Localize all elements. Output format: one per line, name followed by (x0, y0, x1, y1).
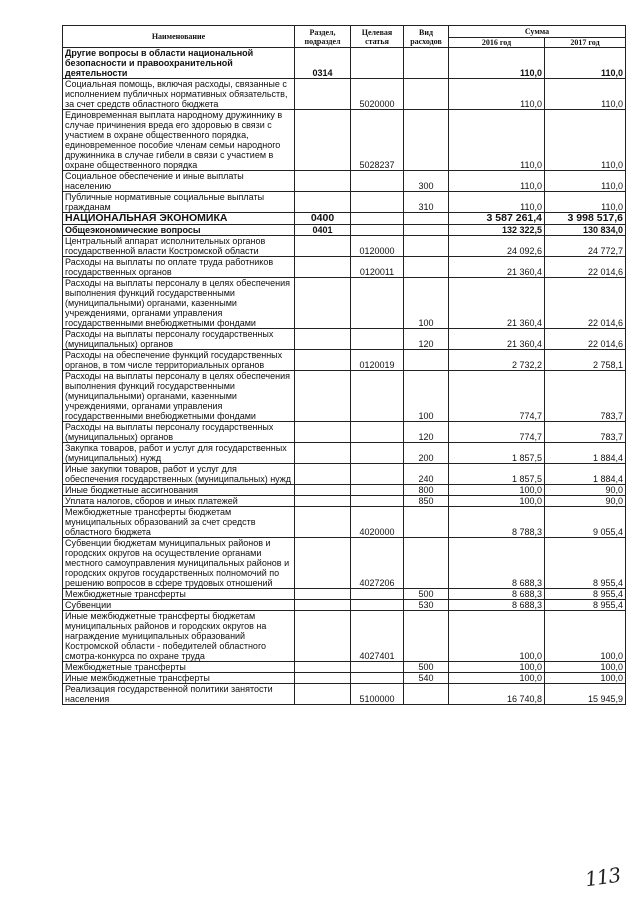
row-2017: 8 955,4 (545, 589, 626, 600)
page-number: 113 (583, 862, 622, 892)
row-section: 0401 (295, 225, 351, 236)
header-type: Вид расходов (404, 26, 449, 48)
table-row (63, 485, 626, 496)
row-2017: 783,7 (545, 422, 626, 443)
table-row (63, 662, 626, 673)
row-section: 0314 (295, 48, 351, 79)
row-2017: 110,0 (545, 192, 626, 213)
row-2016: 24 092,6 (449, 236, 545, 257)
table-row (63, 257, 626, 278)
row-section (295, 236, 351, 257)
row-type (404, 611, 449, 662)
row-name: Публичные нормативные социальные выплаты гражданам (63, 192, 295, 213)
row-2016: 100,0 (449, 485, 545, 496)
row-type: 800 (404, 485, 449, 496)
row-2017: 110,0 (545, 48, 626, 79)
row-name: Межбюджетные трансферты (63, 589, 295, 600)
row-target (351, 225, 404, 236)
row-target (351, 589, 404, 600)
row-2016: 21 360,4 (449, 329, 545, 350)
row-2017: 90,0 (545, 485, 626, 496)
row-type: 100 (404, 278, 449, 329)
row-2017: 22 014,6 (545, 329, 626, 350)
row-section (295, 684, 351, 705)
row-type (404, 257, 449, 278)
row-type: 540 (404, 673, 449, 684)
row-2016: 16 740,8 (449, 684, 545, 705)
row-2016: 100,0 (449, 496, 545, 507)
row-section (295, 79, 351, 110)
row-target: 0120011 (351, 257, 404, 278)
row-type (404, 538, 449, 589)
row-name: Иные межбюджетные трансферты бюджетам муниципальных районов и городских округов на награждение муниципальных образований Костромской области - победителей областного смотра-конкурса по охране труда (63, 611, 295, 662)
row-2017: 22 014,6 (545, 278, 626, 329)
row-section (295, 485, 351, 496)
row-2016: 100,0 (449, 673, 545, 684)
row-2017: 8 955,4 (545, 538, 626, 589)
table-row (63, 422, 626, 443)
row-2017: 3 998 517,6 (545, 213, 626, 225)
row-type: 240 (404, 464, 449, 485)
row-section: 0400 (295, 213, 351, 225)
table-row (63, 213, 626, 225)
row-name: Субвенции бюджетам муниципальных районов и городских округов на осуществление органами местного самоуправления муниципальных районов и городских округов государственных полномочий по решению вопросов в сфере трудовых отношений (63, 538, 295, 589)
row-name: Социальное обеспечение и иные выплаты населению (63, 171, 295, 192)
row-target (351, 329, 404, 350)
table-row (63, 329, 626, 350)
row-2017: 783,7 (545, 371, 626, 422)
row-type (404, 110, 449, 171)
row-target: 0120019 (351, 350, 404, 371)
row-target: 4027401 (351, 611, 404, 662)
row-name: НАЦИОНАЛЬНАЯ ЭКОНОМИКА (63, 213, 295, 225)
row-name: Общеэкономические вопросы (63, 225, 295, 236)
row-2016: 110,0 (449, 192, 545, 213)
table-row (63, 538, 626, 589)
row-target (351, 171, 404, 192)
row-section (295, 422, 351, 443)
row-name: Расходы на выплаты персоналу государственных (муниципальных) органов (63, 422, 295, 443)
table-row (63, 443, 626, 464)
budget-table (62, 25, 626, 705)
row-2016: 110,0 (449, 48, 545, 79)
row-2017: 110,0 (545, 79, 626, 110)
table-row (63, 278, 626, 329)
row-section (295, 673, 351, 684)
row-2016: 8 788,3 (449, 507, 545, 538)
header-name: Наименование (63, 26, 295, 48)
row-section (295, 507, 351, 538)
row-name: Расходы на обеспечение функций государственных органов, в том числе территориальных органов (63, 350, 295, 371)
table-row (63, 236, 626, 257)
row-type: 100 (404, 371, 449, 422)
row-2016: 2 732,2 (449, 350, 545, 371)
row-target (351, 662, 404, 673)
row-type (404, 507, 449, 538)
row-name: Иные бюджетные ассигнования (63, 485, 295, 496)
row-name: Единовременная выплата народному дружиннику в случае причинения вреда его здоровью в связи с участием в охране общественного порядка, единовременное пособие членам семьи народного дружинника в случае гибели в связи с участием в охране общественного порядка (63, 110, 295, 171)
row-type (404, 684, 449, 705)
header-2016: 2016 год (449, 38, 545, 48)
row-type: 530 (404, 600, 449, 611)
row-target (351, 464, 404, 485)
row-section (295, 464, 351, 485)
row-2017: 1 884,4 (545, 464, 626, 485)
row-section (295, 192, 351, 213)
table-row (63, 171, 626, 192)
table-row (63, 507, 626, 538)
row-2017: 9 055,4 (545, 507, 626, 538)
row-target: 5020000 (351, 79, 404, 110)
table-row (63, 110, 626, 171)
row-name: Межбюджетные трансферты бюджетам муниципальных образований за счет средств областного бюджета (63, 507, 295, 538)
row-section (295, 496, 351, 507)
table-row (63, 684, 626, 705)
row-2016: 100,0 (449, 611, 545, 662)
row-section (295, 171, 351, 192)
row-2016: 21 360,4 (449, 257, 545, 278)
row-target (351, 600, 404, 611)
table-row (63, 48, 626, 79)
row-name: Субвенции (63, 600, 295, 611)
row-2016: 1 857,5 (449, 464, 545, 485)
row-target: 4020000 (351, 507, 404, 538)
row-2016: 110,0 (449, 110, 545, 171)
row-type (404, 79, 449, 110)
row-name: Реализация государственной политики занятости населения (63, 684, 295, 705)
row-2017: 1 884,4 (545, 443, 626, 464)
row-type: 120 (404, 422, 449, 443)
row-section (295, 371, 351, 422)
row-name: Расходы на выплаты по оплате труда работников государственных органов (63, 257, 295, 278)
table-row (63, 225, 626, 236)
row-section (295, 662, 351, 673)
table-row (63, 192, 626, 213)
row-name: Расходы на выплаты персоналу государственных (муниципальных) органов (63, 329, 295, 350)
row-section (295, 329, 351, 350)
row-2017: 100,0 (545, 611, 626, 662)
row-section (295, 600, 351, 611)
row-section (295, 257, 351, 278)
row-target: 0120000 (351, 236, 404, 257)
header-sum: Сумма (449, 26, 626, 38)
row-2017: 22 014,6 (545, 257, 626, 278)
row-2017: 110,0 (545, 110, 626, 171)
row-target: 5028237 (351, 110, 404, 171)
table-row (63, 350, 626, 371)
row-2016: 8 688,3 (449, 589, 545, 600)
row-2017: 8 955,4 (545, 600, 626, 611)
row-type: 200 (404, 443, 449, 464)
row-section (295, 611, 351, 662)
header-2017: 2017 год (545, 38, 626, 48)
row-name: Центральный аппарат исполнительных органов государственной власти Костромской области (63, 236, 295, 257)
table-row (63, 600, 626, 611)
row-2017: 15 945,9 (545, 684, 626, 705)
row-2016: 8 688,3 (449, 600, 545, 611)
row-2017: 110,0 (545, 171, 626, 192)
row-2017: 90,0 (545, 496, 626, 507)
row-2017: 100,0 (545, 662, 626, 673)
row-target (351, 192, 404, 213)
header-target: Целевая статья (351, 26, 404, 48)
row-2016: 774,7 (449, 422, 545, 443)
row-target (351, 496, 404, 507)
row-name: Расходы на выплаты персоналу в целях обеспечения выполнения функций государственными (муниципальными) органами, казенными учреждениями, органами управления государственными внебюджетными фондами (63, 278, 295, 329)
row-type (404, 213, 449, 225)
row-name: Социальная помощь, включая расходы, связанные с исполнением публичных нормативных обязательств, за счет средств областного бюджета (63, 79, 295, 110)
row-target (351, 443, 404, 464)
row-2016: 1 857,5 (449, 443, 545, 464)
table-row (63, 371, 626, 422)
row-2016: 132 322,5 (449, 225, 545, 236)
row-section (295, 538, 351, 589)
row-type: 120 (404, 329, 449, 350)
row-type (404, 225, 449, 236)
row-2016: 110,0 (449, 79, 545, 110)
row-section (295, 589, 351, 600)
row-type: 500 (404, 589, 449, 600)
row-name: Другие вопросы в области национальной безопасности и правоохранительной деятельности (63, 48, 295, 79)
row-target (351, 673, 404, 684)
row-name: Иные межбюджетные трансферты (63, 673, 295, 684)
row-name: Закупка товаров, работ и услуг для государственных (муниципальных) нужд (63, 443, 295, 464)
row-type (404, 236, 449, 257)
row-target (351, 422, 404, 443)
row-section (295, 278, 351, 329)
row-name: Расходы на выплаты персоналу в целях обеспечения выполнения функций государственными (муниципальными) органами, казенными учреждениями, органами управления государственными внебюджетными фондами (63, 371, 295, 422)
row-type (404, 350, 449, 371)
table-row (63, 611, 626, 662)
row-2016: 3 587 261,4 (449, 213, 545, 225)
row-2017: 100,0 (545, 673, 626, 684)
row-2017: 130 834,0 (545, 225, 626, 236)
row-2017: 24 772,7 (545, 236, 626, 257)
row-target (351, 278, 404, 329)
row-type: 500 (404, 662, 449, 673)
row-name: Иные закупки товаров, работ и услуг для обеспечения государственных (муниципальных) нужд (63, 464, 295, 485)
row-type: 300 (404, 171, 449, 192)
row-2017: 2 758,1 (545, 350, 626, 371)
row-section (295, 350, 351, 371)
header-section: Раздел, подраздел (295, 26, 351, 48)
row-2016: 100,0 (449, 662, 545, 673)
table-row (63, 589, 626, 600)
row-2016: 8 688,3 (449, 538, 545, 589)
row-2016: 110,0 (449, 171, 545, 192)
table-row (63, 79, 626, 110)
row-type (404, 48, 449, 79)
row-section (295, 443, 351, 464)
row-target: 4027206 (351, 538, 404, 589)
table-row (63, 464, 626, 485)
row-target (351, 213, 404, 225)
row-2016: 21 360,4 (449, 278, 545, 329)
row-target: 5100000 (351, 684, 404, 705)
row-section (295, 110, 351, 171)
row-type: 850 (404, 496, 449, 507)
row-target (351, 485, 404, 496)
row-name: Межбюджетные трансферты (63, 662, 295, 673)
row-target (351, 371, 404, 422)
row-type: 310 (404, 192, 449, 213)
row-target (351, 48, 404, 79)
row-2016: 774,7 (449, 371, 545, 422)
table-row (63, 673, 626, 684)
row-name: Уплата налогов, сборов и иных платежей (63, 496, 295, 507)
table-row (63, 496, 626, 507)
